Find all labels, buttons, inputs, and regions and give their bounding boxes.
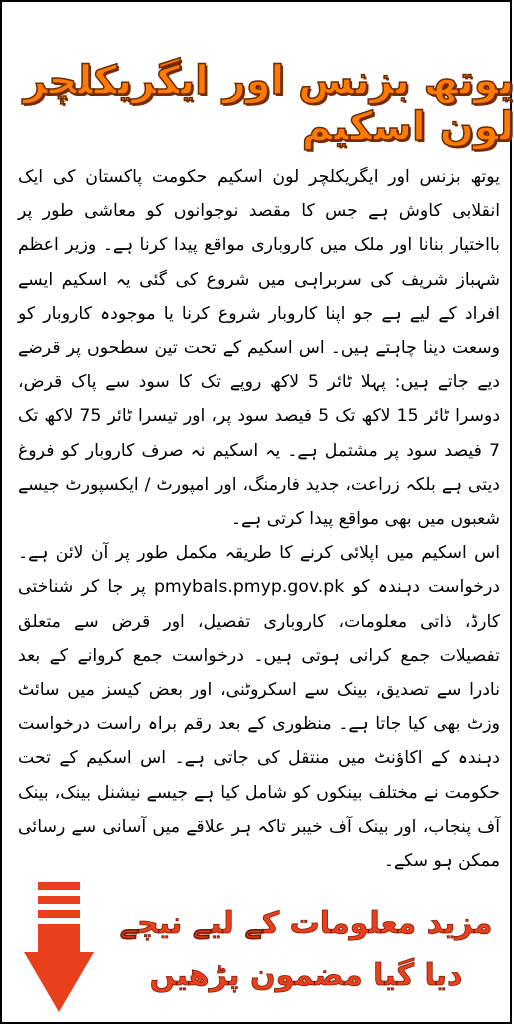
cta-line-2: دیا گیا مضمون پڑھیں (149, 958, 463, 993)
paragraph-2-end: پر جا کر شناختی کارڈ، ذاتی معلومات، کاروباری تفصیل، اور قرض سے متعلق تفصیلات جمع کرانی ہوتی ہیں۔ درخواست جمع کروانے کے بعد نادرا سے تصدیق، بینک سے اسکروٹنی، اور بعض کیسز میں سائٹ وزٹ بھی کیا جاتا ہے۔ منظوری کے بعد رقم براہ راست درخواست دہندہ کے اکاؤنٹ میں منتقل کی جاتی ہے۔ اس اسکیم کے تحت حکومت نے مختلف بینکوں کو شامل کیا ہے جیسے نیشنل بینک، بینک آف پنجاب، اور بینک آف خیبر تاکہ ہر علاقے میں آسانی سے رسائی ممکن ہو سکے۔ (18, 577, 500, 872)
page-title: یوتھ بزنس اور ایگریکلچر لون اسکیم (23, 58, 514, 150)
cta-line-1: مزید معلومات کے لیے نیچے (119, 906, 493, 941)
paragraph-2-start: اس اسکیم میں اپلائی کرنے کا طریقہ مکمل طور پر آن لائن ہے۔ درخواست دہندہ کو (18, 543, 500, 598)
down-arrow-icon (24, 882, 94, 1014)
article-body (18, 160, 501, 872)
paragraph-2 (18, 536, 500, 878)
call-to-action (110, 898, 502, 1008)
paragraph-1: یوتھ بزنس اور ایگریکلچر لون اسکیم حکومت پاکستان کی ایک انقلابی کاوش ہے جس کا مقصد نوجوانوں کو معاشی طور پر بااختیار بنانا اور ملک میں کاروباری مواقع پیدا کرنا ہے۔ وزیر اعظم شہباز شریف کی سربراہی میں شروع کی گئی یہ اسکیم ایسے افراد کے لیے ہے جو اپنا کاروبار شروع کرنا یا موجودہ کاروبار کو وسعت دینا چاہتے ہیں۔ اس اسکیم کے تحت تین سطحوں پر قرضے دیے جاتے ہیں: پہلا ٹائر 5 لاکھ روپے تک کا سود سے پاک قرض، دوسرا ٹائر 15 لاکھ تک 5 فیصد سود پر، اور تیسرا ٹائر 75 لاکھ تک 7 فیصد سود پر مشتمل ہے۔ یہ اسکیم نہ صرف کاروبار کو فروغ دیتی ہے بلکہ زراعت، جدید فارمنگ، اور امپورٹ / ایکسپورٹ جیسے شعبوں میں بھی مواقع پیدا کرتی ہے۔ (18, 167, 501, 530)
website-url: pmybals.pmyp.gov.pk (153, 577, 345, 598)
